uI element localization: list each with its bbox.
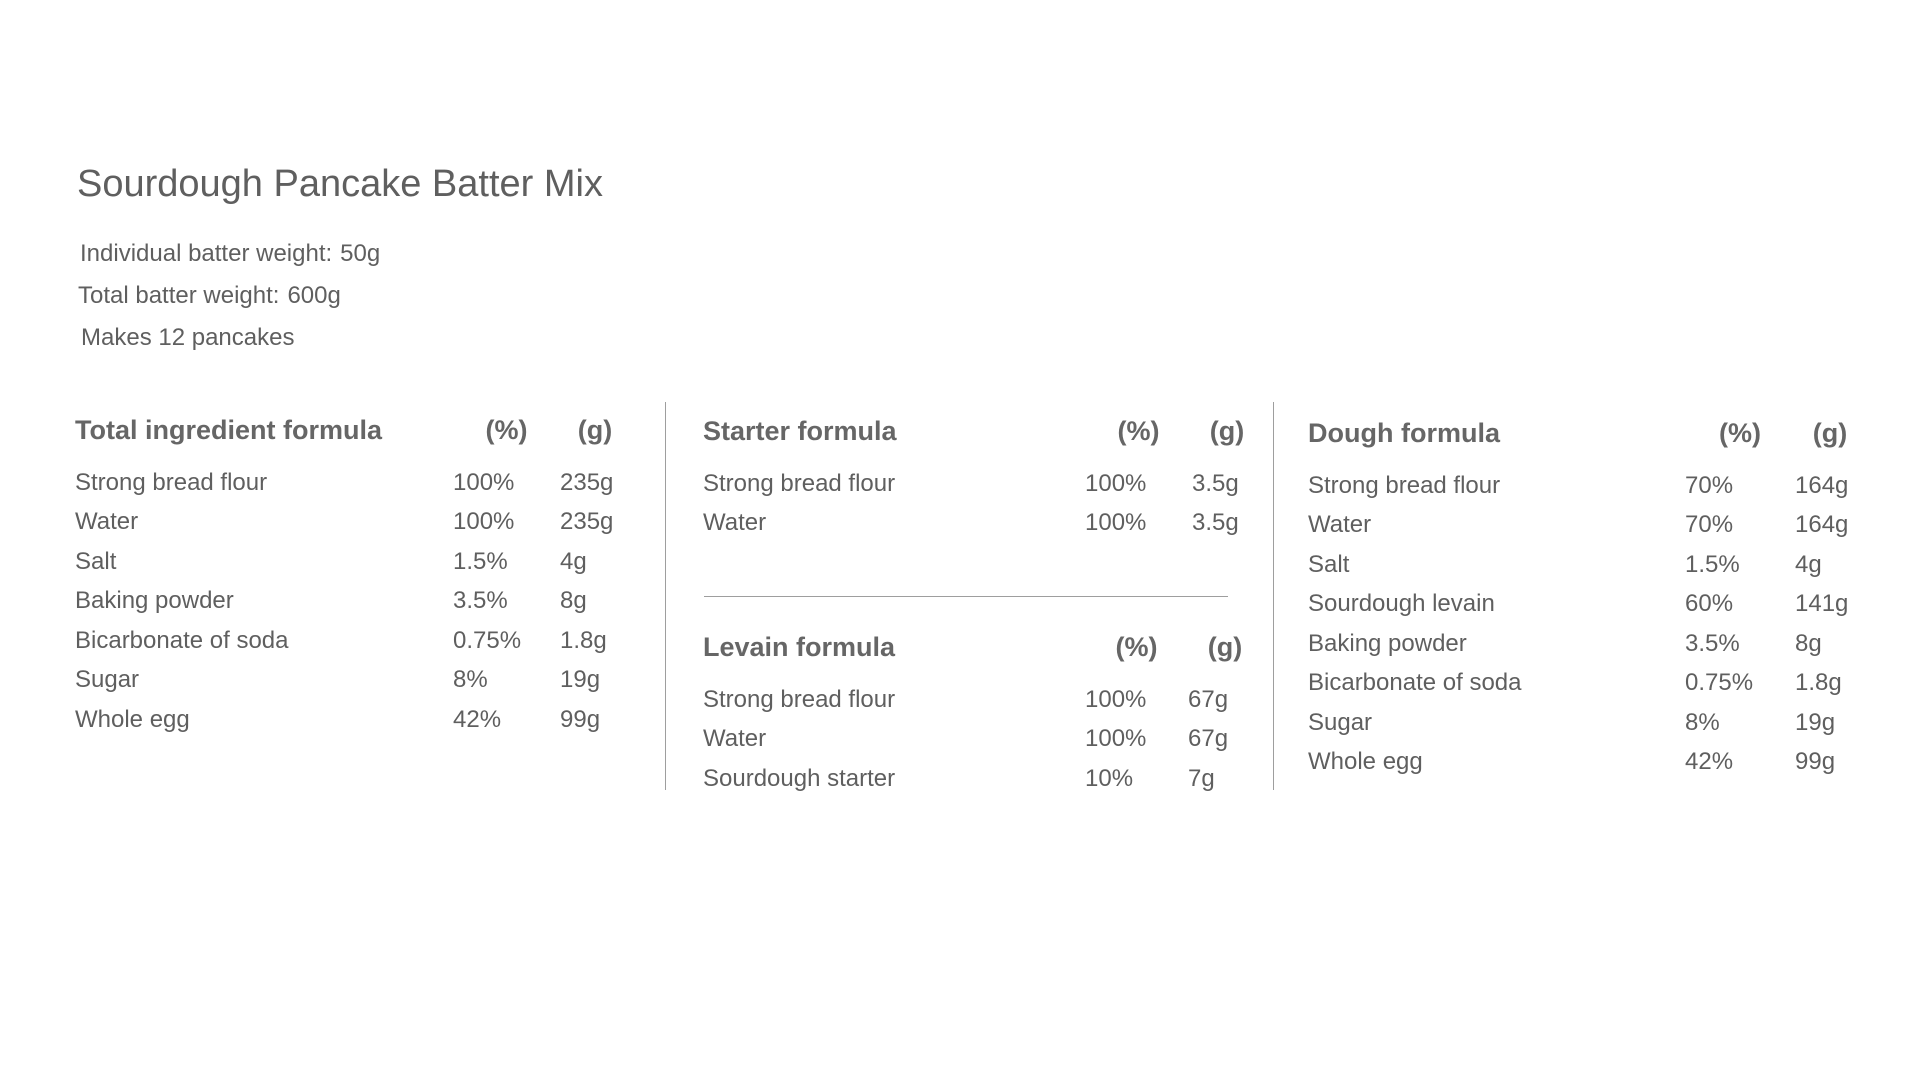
table-heading: Levain formula	[703, 632, 896, 662]
table-header-row	[1308, 418, 1865, 466]
ingredient-percent: 42%	[453, 705, 502, 733]
ingredient-name: Sourdough levain	[1308, 590, 1495, 618]
table-row	[703, 759, 1262, 799]
ingredient-grams: 4g	[1795, 550, 1822, 578]
table-row	[703, 720, 1262, 760]
ingredient-name: Whole egg	[1308, 748, 1423, 776]
ingredient-percent: 10%	[1085, 764, 1134, 792]
ingredient-name: Bicarbonate of soda	[1308, 669, 1522, 697]
ingredient-grams: 1.8g	[560, 626, 607, 654]
ingredient-name: Whole egg	[75, 705, 190, 733]
ingredient-percent: 1.5%	[453, 547, 508, 575]
ingredient-grams: 1.8g	[1795, 669, 1842, 697]
ingredient-grams: 8g	[560, 587, 587, 615]
page-title: Sourdough Pancake Batter Mix	[77, 163, 603, 205]
ingredient-name: Strong bread flour	[703, 469, 896, 497]
ingredient-grams: 67g	[1188, 685, 1229, 713]
ingredient-name: Sugar	[1308, 708, 1373, 736]
ingredient-name: Strong bread flour	[703, 685, 896, 713]
ingredient-name: Sugar	[75, 666, 140, 694]
ingredient-name: Strong bread flour	[75, 468, 268, 496]
starter-formula-table	[703, 416, 1262, 543]
ingredient-percent: 100%	[453, 468, 515, 496]
ingredient-name: Water	[75, 508, 139, 536]
table-row	[75, 542, 630, 582]
ingredient-grams: 141g	[1795, 590, 1849, 618]
table-row	[1308, 585, 1865, 625]
ingredient-name: Salt	[1308, 550, 1350, 578]
ingredient-name: Bicarbonate of soda	[75, 626, 289, 654]
table-row	[75, 621, 630, 661]
table-row	[1308, 664, 1865, 704]
percent-column-header: (%)	[1719, 418, 1761, 448]
ingredient-percent: 3.5%	[453, 587, 508, 615]
table-header-row	[703, 416, 1262, 464]
total-batter-weight	[78, 282, 341, 310]
table-row	[1308, 506, 1865, 546]
table-row	[75, 503, 630, 543]
ingredient-percent: 3.5%	[1685, 629, 1740, 657]
table-row	[75, 582, 630, 622]
individual-batter-weight-label: Individual batter weight:	[80, 240, 333, 267]
section-divider	[704, 596, 1228, 597]
ingredient-grams: 99g	[1795, 748, 1836, 776]
total-ingredient-formula-table	[75, 415, 630, 740]
ingredient-percent: 8%	[453, 666, 488, 694]
ingredient-grams: 164g	[1795, 511, 1849, 539]
ingredient-grams: 19g	[560, 666, 601, 694]
ingredient-percent: 42%	[1685, 748, 1734, 776]
individual-batter-weight	[80, 240, 380, 268]
table-heading: Total ingredient formula	[75, 415, 383, 445]
ingredient-percent: 70%	[1685, 511, 1734, 539]
ingredient-grams: 235g	[560, 468, 614, 496]
ingredient-percent: 8%	[1685, 708, 1720, 736]
ingredient-name: Baking powder	[1308, 629, 1467, 657]
total-batter-weight-value: 600g	[287, 282, 341, 309]
ingredient-percent: 0.75%	[1685, 669, 1754, 697]
ingredient-name: Water	[1308, 511, 1372, 539]
ingredient-grams: 164g	[1795, 471, 1849, 499]
grams-column-header: (g)	[1812, 418, 1848, 448]
table-row	[75, 661, 630, 701]
ingredient-percent: 1.5%	[1685, 550, 1740, 578]
table-header-row	[703, 632, 1262, 680]
table-row	[1308, 545, 1865, 585]
table-heading: Dough formula	[1308, 418, 1500, 448]
ingredient-grams: 235g	[560, 508, 614, 536]
percent-column-header: (%)	[1115, 632, 1158, 662]
percent-column-header: (%)	[485, 415, 528, 445]
ingredient-name: Baking powder	[75, 587, 234, 615]
individual-batter-weight-value: 50g	[340, 240, 381, 267]
ingredient-grams: 19g	[1795, 708, 1836, 736]
grams-column-header: (g)	[1207, 632, 1243, 662]
table-row	[703, 504, 1262, 544]
ingredient-grams: 4g	[560, 547, 587, 575]
table-row	[75, 700, 630, 740]
column-divider	[665, 402, 666, 790]
table-row	[1308, 703, 1865, 743]
ingredient-percent: 100%	[1085, 685, 1147, 713]
levain-formula-table	[703, 632, 1262, 799]
ingredient-name: Sourdough starter	[703, 764, 896, 792]
total-batter-weight-label: Total batter weight:	[78, 282, 280, 309]
grams-column-header: (g)	[1209, 416, 1245, 446]
table-heading: Starter formula	[703, 416, 897, 446]
table-row	[1308, 466, 1865, 506]
ingredient-percent: 0.75%	[453, 626, 522, 654]
ingredient-grams: 8g	[1795, 629, 1822, 657]
grams-column-header: (g)	[577, 415, 613, 445]
table-row	[703, 464, 1262, 504]
pancake-count: Makes 12 pancakes	[81, 324, 295, 351]
ingredient-grams: 7g	[1188, 764, 1215, 792]
table-row	[1308, 743, 1865, 783]
ingredient-percent: 100%	[1085, 725, 1147, 753]
ingredient-grams: 3.5g	[1192, 509, 1239, 537]
ingredient-percent: 70%	[1685, 471, 1734, 499]
ingredient-grams: 67g	[1188, 725, 1229, 753]
ingredient-grams: 99g	[560, 705, 601, 733]
ingredient-name: Water	[703, 725, 767, 753]
dough-formula-table	[1308, 418, 1865, 782]
ingredient-name: Water	[703, 509, 767, 537]
ingredient-name: Strong bread flour	[1308, 471, 1501, 499]
table-row	[1308, 624, 1865, 664]
table-row	[75, 463, 630, 503]
table-header-row	[75, 415, 630, 463]
table-row	[703, 680, 1262, 720]
percent-column-header: (%)	[1117, 416, 1160, 446]
ingredient-name: Salt	[75, 547, 117, 575]
ingredient-percent: 60%	[1685, 590, 1734, 618]
ingredient-percent: 100%	[1085, 469, 1147, 497]
ingredient-percent: 100%	[1085, 509, 1147, 537]
column-divider	[1273, 402, 1274, 790]
ingredient-percent: 100%	[453, 508, 515, 536]
ingredient-grams: 3.5g	[1192, 469, 1239, 497]
